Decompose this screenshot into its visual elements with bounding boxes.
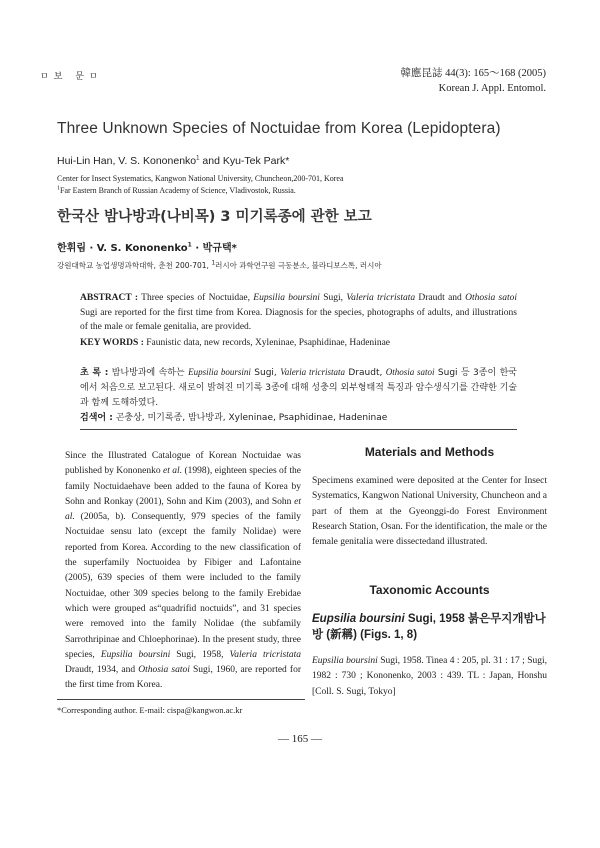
intro-etal-1: et al. [163,466,183,477]
author-1: Hui-Lin Han, V. S. Kononenko [57,155,197,167]
korean-abstract-text-2: Sugi, [250,368,281,378]
abstract-species-1: Eupsilia boursini [253,293,320,303]
author-1-affil-mark: 1 [196,155,200,162]
intro-species-2: Valeria tricristata [229,649,301,660]
affiliation-2 [57,185,344,197]
korean-title: 한국산 밤나방과(나비목) 3 미기록종에 관한 보고 [57,209,372,225]
materials-paragraph: Specimens examined were deposited at the Center for Insect Systematics, Kangwon National University, Chuncheon and a part of them at the Gyeonggi-do Forest Environment Research Station, Osan. For the identification, the male or the female genitalia were dissectedand illustrated. [312,476,547,548]
introduction-paragraph [65,449,301,694]
korean-author-1: 한휘림 · V. S. Kononenko [57,243,188,254]
species-heading-name: Eupsilia boursini [312,613,405,625]
intro-text-3: (2005a, b). Consequently, 979 species of the family Noctuidae sensu lato (except the family Nolidae) were reported from Korea. According to the new classification of the superfamily Noctuoidea by Fibiger and Lafontaine (2005), 639 species of them were included to the family Noctuidae, other 309 species belong to the family Erebidae which were grouped as“quadrifid noctuids”, and 31 species were removed into the family Nolidae (the subfamily Sarrothripinae and Chloephorinae). In the present study, three species, [65,512,301,660]
korean-abstract-species-2: Valeria tricristata [280,367,345,377]
affiliations [57,173,344,196]
intro-text-6: Sugi, 1960, are reported for the first time from Korea. [65,665,302,691]
korean-abstract [80,365,517,411]
page-number: — 165 — [278,733,322,745]
korean-affiliation-1: 강원대학교 농업생명과학대학, 춘천 200-701, [57,261,212,270]
korean-abstract-species-3: Othosia satoi [385,367,435,377]
korean-abstract-species-1: Eupsilia boursini [188,367,251,377]
corresponding-author-footnote: *Corresponding author. E-mail: cispa@kangwon.ac.kr [57,705,243,715]
keywords-label: KEY WORDS : [80,338,144,348]
affiliation-2-mark: 1 [57,184,60,191]
article-type-label: ㅁ보 문ㅁ [40,72,103,82]
korean-keywords [80,410,517,423]
korean-keywords-label: 검색어 : [80,413,113,423]
korean-abstract-text-3: Draudt, [344,368,386,378]
korean-abstract-text-4: Sugi 등 3종이 한국에서 처음으로 보고된다. 새로이 밝혀진 미기록 3종에 대해 성충의 외부형태적 특징과 암수생식기를 간략한 기술과 함께 도해하였다. [80,368,518,408]
korean-abstract-label: 초 록 : [80,368,109,378]
intro-text-2: (1998), eighteen species of the family Noctuidaehave been added to the fauna of Korea by Sohn and Ronkay (2001), Sohn and Kim (2003), and Sohn [65,466,301,507]
authors [57,155,289,167]
korean-authors [57,239,237,254]
korean-keywords-text: 곤충상, 미기록종, 밤나방과, Xyleninae, Psaphidinae, Hadeninae [112,413,388,423]
materials-heading: Materials and Methods [364,445,495,459]
journal-citation [396,66,546,96]
korean-affiliation-2: 러시아 과학연구원 극동분소, 블라디보스톡, 러시아 [215,261,382,270]
keywords-text: Faunistic data, new records, Xyleninae, Psaphidinae, Hadeninae [143,338,391,348]
abstract [80,291,517,335]
keywords [80,338,517,348]
abstract-text-2: Sugi, [319,293,347,303]
taxonomic-heading: Taxonomic Accounts [369,583,490,597]
abstract-species-3: Othosia satoi [465,293,517,303]
korean-affiliation [57,260,382,271]
journal-citation-korean: 韓應昆誌 44(3): 165～168 (2005) [400,68,546,79]
article-title: Three Unknown Species of Noctuidae from Korea (Lepidoptera) [57,120,501,137]
korean-affiliation-mark: 1 [211,259,216,267]
abstract-text-3: Draudt and [415,293,466,303]
abstract-label: ABSTRACT : [80,293,139,303]
intro-text-4: Sugi, 1958, [170,649,230,660]
korean-author-2: · 박규택* [191,243,237,254]
intro-species-1: Eupsilia boursini [100,649,171,660]
species-reference-text: Sugi, 1958. Tinea 4 : 205, pl. 31 : 17 ; Sugi, 1982 : 730 ; Kononenko, 2003 : 439. TL : Japan, Honshu [Coll. S. Sugi, Tokyo] [312,656,547,697]
intro-etal-2: et al. [65,496,301,523]
species-heading-rest: Sugi, 1958 붉은무지개밤나방 (新稱) (Figs. 1, 8) [312,613,546,641]
species-reference [312,654,547,700]
author-2: and Kyu-Tek Park* [199,155,290,167]
abstract-divider [80,429,517,430]
abstract-text-4: Sugi are reported for the first time from Korea. Diagnosis for the species, photographs of adults, and illustrations of the male or female genitalia, are provided. [80,307,517,333]
footnote-divider [57,699,305,700]
intro-text-5: Draudt, 1934, and [65,665,139,676]
intro-text-1: Since the Illustrated Catalogue of Korean Noctuidae was published by Kononenko [65,451,301,477]
korean-author-1-mark: 1 [187,241,192,249]
abstract-text-1: Three species of Noctuidae, [138,293,254,303]
abstract-species-2: Valeria tricristata [346,293,416,303]
species-reference-name: Eupsilia boursini [312,656,378,666]
intro-species-3: Othosia satoi [138,665,190,676]
species-heading [312,611,547,643]
korean-abstract-text-1: 밤나방과에 속하는 [108,368,189,378]
journal-name-english: Korean J. Appl. Entomol. [438,83,546,94]
affiliation-2-text: Far Eastern Branch of Russian Academy of Science, Vladivostok, Russia. [60,185,296,195]
affiliation-1: Center for Insect Systematics, Kangwon National University, Chuncheon,200-701, Korea [57,174,344,183]
